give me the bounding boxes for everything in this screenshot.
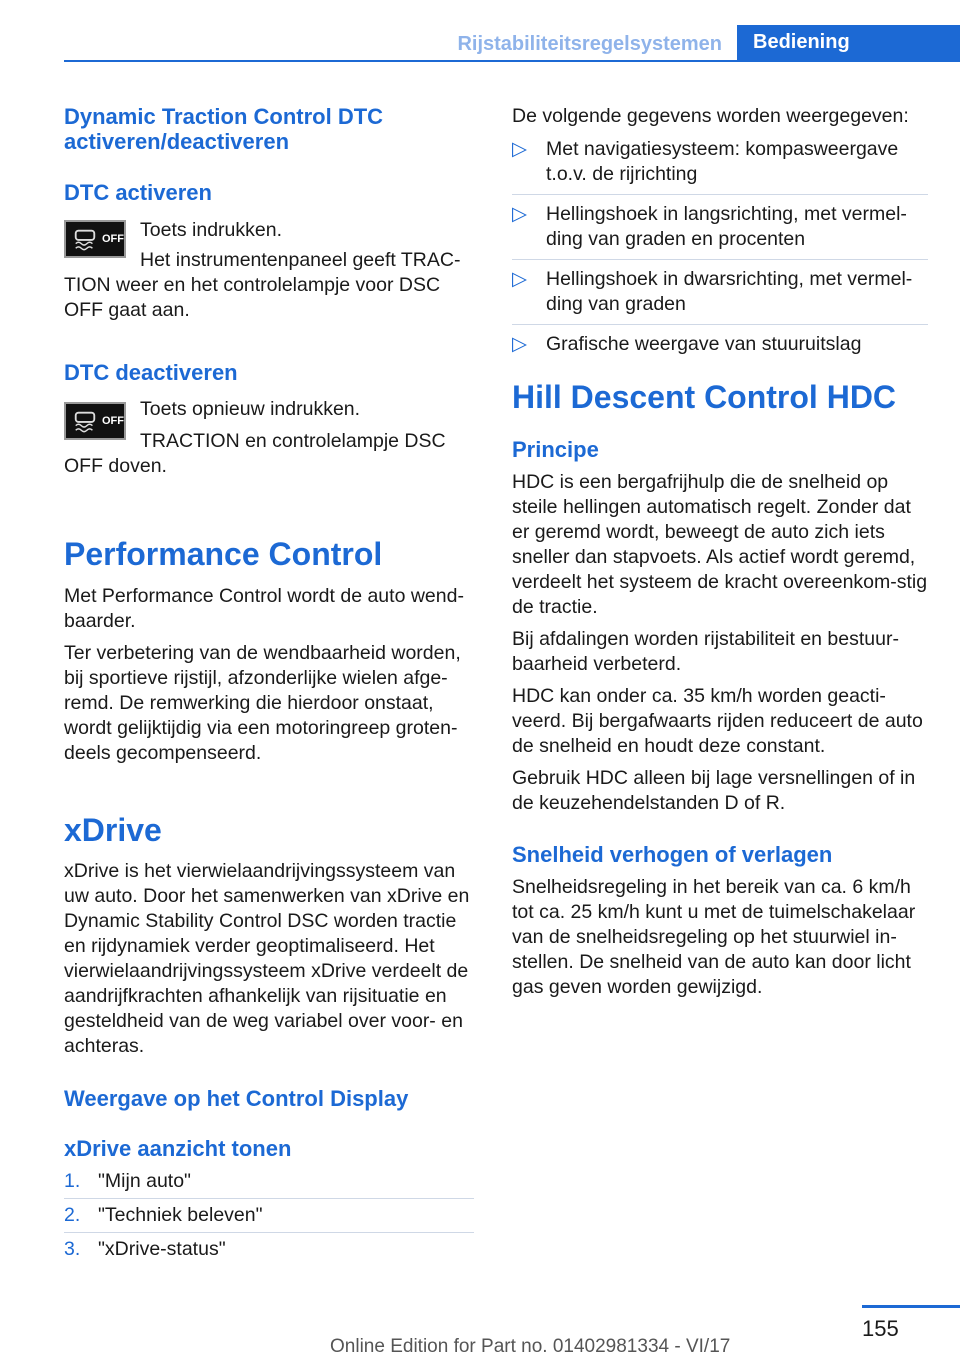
hdc-title: Hill Descent Control HDC bbox=[512, 379, 897, 415]
steps-list bbox=[64, 1169, 474, 1262]
dtc-on-step2: Het instrumentenpaneel geeft TRAC-TION weer en het controlelampje voor DSC OFF gaat aan. bbox=[64, 249, 461, 321]
performance-p2: Ter verbetering van de wendbaarheid worden, bij sportieve rijstijl, afzonderlijke wielen afge-remd. De remwerking die hierdoor onstaat, wordt gelijktijdig via een motoringreep groten-deels gecompenseerd. bbox=[64, 642, 461, 764]
list-item bbox=[512, 267, 928, 325]
xdrive-p1: xDrive is het vierwielaandrijvingssysteem van uw auto. Door het samenwerken van xDrive en Dynamic Stability Control DSC worden tractie en rijdynamiek verder geoptimaliseerd. Het vierwielaandrijvingssysteem xDrive verdeelt de aandrijfkrachten afhankelijk van rijsituatie en gesteldheid van de weg variabel over voor- en achteras. bbox=[64, 860, 470, 1057]
list-item bbox=[512, 137, 928, 195]
bullet-text: Met navigatiesysteem: kompasweergave t.o.v. de rijrichting bbox=[546, 138, 899, 185]
step-number: 1. bbox=[64, 1170, 81, 1192]
triangle-bullet-icon: ▷ bbox=[512, 203, 527, 225]
triangle-bullet-icon: ▷ bbox=[512, 268, 527, 290]
footer-rule bbox=[862, 1305, 960, 1308]
triangle-bullet-icon: ▷ bbox=[512, 333, 527, 355]
xdrive-aanzicht-title: xDrive aanzicht tonen bbox=[64, 1136, 292, 1161]
dtc-off-heading: DTC deactiveren bbox=[64, 360, 238, 385]
hdc-p1: HDC is een bergafrijhulp die de snelheid op steile hellingen automatisch regelt. Zonder dat er geremd wordt, beweegt de auto zich iets sneller dan stapvoets. Als actief wordt geremd, verdeelt het systeem de kracht overeenkom-stig de tractie. bbox=[512, 471, 928, 618]
speed-title: Snelheid verhogen of verlagen bbox=[512, 842, 833, 867]
step-number: 2. bbox=[64, 1204, 81, 1226]
list-item bbox=[64, 1203, 474, 1233]
step-number: 3. bbox=[64, 1238, 81, 1260]
icon-off-label: OFF bbox=[102, 233, 124, 245]
step-text: "Techniek beleven" bbox=[98, 1204, 263, 1226]
hdc-p2: Bij afdalingen worden rijstabiliteit en bestuur-baarheid verbeterd. bbox=[512, 628, 899, 675]
list-item bbox=[64, 1237, 474, 1262]
principe-title: Principe bbox=[512, 437, 599, 462]
xdrive-title: xDrive bbox=[64, 812, 162, 848]
data-intro: De volgende gegevens worden weergegeven: bbox=[512, 105, 909, 127]
page-number: 155 bbox=[862, 1316, 899, 1341]
hdc-p4: Gebruik HDC alleen bij lage versnellingen of in de keuzehendelstanden D of R. bbox=[512, 767, 916, 814]
dtc-on-step1: Toets indrukken. bbox=[140, 219, 282, 241]
list-item bbox=[64, 1169, 474, 1199]
performance-p1: Met Performance Control wordt de auto wend-baarder. bbox=[64, 585, 464, 632]
header-section-title: Rijstabiliteitsregelsystemen bbox=[457, 33, 722, 55]
performance-control-title: Performance Control bbox=[64, 536, 383, 572]
hdc-p3: HDC kan onder ca. 35 km/h worden geacti-veerd. Bij bergafwaarts rijden reduceert de auto de snelheid en houdt deze constant. bbox=[512, 685, 923, 757]
list-item bbox=[512, 332, 928, 357]
control-display-title: Weergave op het Control Display bbox=[64, 1086, 409, 1111]
bullet-text: Hellingshoek in langsrichting, met vermel-ding van graden en procenten bbox=[546, 203, 907, 250]
bullet-text: Grafische weergave van stuuruitslag bbox=[546, 333, 862, 355]
data-bullets bbox=[512, 137, 928, 357]
step-text: "Mijn auto" bbox=[98, 1170, 191, 1192]
dtc-on-heading: DTC activeren bbox=[64, 180, 212, 205]
bullet-text: Hellingshoek in dwarsrichting, met vermel-ding van graden bbox=[546, 268, 913, 315]
edition-note: Online Edition for Part no. 01402981334 - VI/17 bbox=[330, 1336, 731, 1357]
header-tab-bediening: Bediening bbox=[737, 25, 960, 62]
triangle-bullet-icon: ▷ bbox=[512, 138, 527, 160]
dtc-off-step2: TRACTION en controlelampje DSC OFF doven. bbox=[64, 430, 446, 477]
dtc-title: Dynamic Traction Control DTC activeren/deactiveren bbox=[64, 104, 384, 154]
icon-off-label: OFF bbox=[102, 415, 124, 427]
step-text: "xDrive-status" bbox=[98, 1238, 226, 1260]
dtc-off-step1: Toets opnieuw indrukken. bbox=[140, 398, 361, 420]
speed-p1: Snelheidsregeling in het bereik van ca. 6 km/h tot ca. 25 km/h kunt u met de tuimelschakelaar van de snelheidsregeling op het stuurwiel in-stellen. De snelheid van de auto kan door licht gas geven worden gewijzigd. bbox=[512, 876, 916, 998]
header-rule bbox=[64, 60, 737, 62]
list-item bbox=[512, 202, 928, 260]
